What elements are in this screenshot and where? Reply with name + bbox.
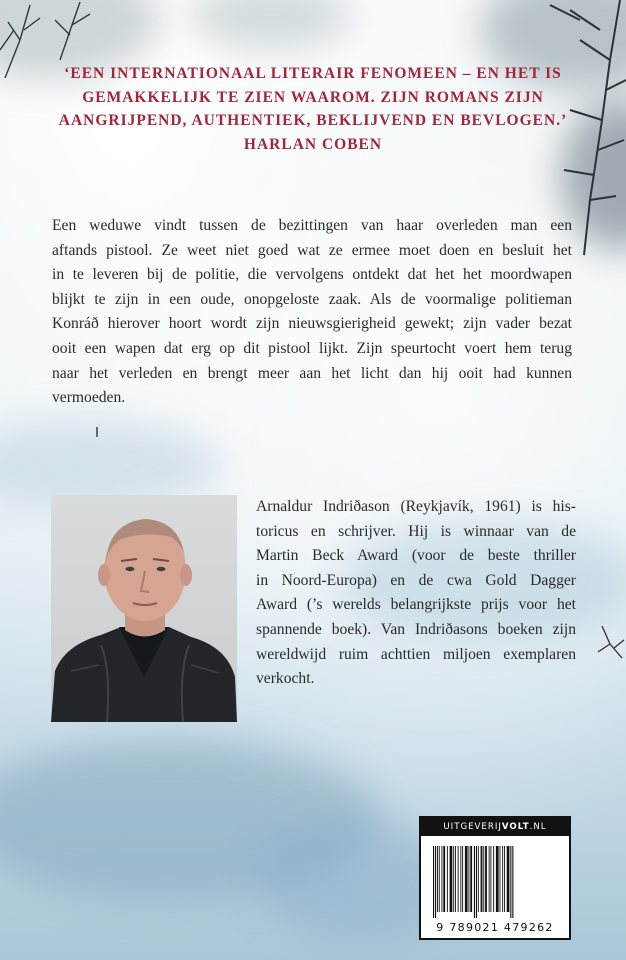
barcode-bar — [435, 846, 436, 918]
barcode-bar — [447, 846, 448, 912]
twig-small-icon — [94, 426, 100, 438]
bio-line: Award (’s werelds belangrijkste prijs voor het — [256, 596, 576, 614]
author-portrait-icon — [51, 495, 237, 722]
barcode-icon — [431, 846, 561, 918]
bio-line: wereldwijd ruim achttien miljoen exemplaren — [256, 645, 576, 663]
barcode-bar — [460, 846, 461, 912]
barcode-bar — [476, 846, 477, 918]
isbn-number: 9 789021 479262 — [436, 921, 554, 934]
publisher-brand: VOLT — [501, 822, 530, 832]
barcode-bar — [455, 846, 456, 912]
author-bio — [256, 495, 576, 692]
bio-line: Arnaldur Indriðason (Reykjavík, 1961) is his- — [256, 498, 576, 515]
blurb-line: naar het verleden en brengt meer aan het licht dan hij ooit had kunnen — [52, 364, 572, 382]
barcode-bar — [507, 846, 510, 912]
barcode-bar — [504, 846, 505, 912]
barcode-bar — [491, 846, 492, 912]
barcode-bar — [474, 846, 475, 918]
barcode-bar — [437, 846, 438, 912]
barcode-bar — [469, 846, 470, 912]
barcode-bar — [443, 846, 445, 912]
barcode-bar — [478, 846, 479, 912]
barcode-bar — [512, 846, 513, 918]
barcode-bar — [485, 846, 487, 912]
blurb-line: Een weduwe vindt tussen de bezittingen van haar overleden man een — [52, 217, 572, 234]
barcode-bar — [450, 846, 453, 912]
publisher-prefix: UITGEVERIJ — [443, 822, 502, 832]
blurb-line: vermoeden. — [52, 389, 126, 407]
barcode-bar — [439, 846, 440, 912]
quote-line: GEMAKKELIJK TE ZIEN WAAROM. ZIJN ROMANS ZIJN — [82, 88, 544, 106]
barcode-bar — [502, 846, 503, 912]
barcode-bar — [489, 846, 490, 912]
blurb-line: Konráð hierover hoort wordt zijn nieuwsgierigheid gewekt; zijn vader bezat — [52, 315, 572, 333]
bio-line: Martin Beck Award (voor de beste thriller — [256, 547, 576, 565]
barcode-bar — [462, 846, 463, 912]
barcode-bar — [483, 846, 484, 912]
barcode-bar — [481, 846, 483, 912]
bio-line: in Noord-Europa) en de cwa Gold Dagger — [256, 571, 576, 589]
twig-right-icon — [594, 622, 626, 662]
blurb-line: blijkt te zijn in een oude, onopgeloste zaak. Als de voormalige politieman — [52, 290, 572, 308]
barcode-bar — [470, 846, 472, 912]
blurb-line: in te leveren bij de politie, die vervolgens ontdekt dat het het moordwapen — [52, 266, 572, 284]
bio-line: toricus en schrijver. Hij is winnaar van de — [256, 522, 576, 540]
barcode-bar — [500, 846, 501, 912]
review-quote — [40, 62, 586, 156]
barcode-bar — [510, 846, 511, 918]
author-photo — [51, 495, 237, 722]
quote-attribution: HARLAN COBEN — [243, 135, 383, 153]
barcode-bar — [442, 846, 443, 912]
quote-line: AANGRIJPEND, AUTHENTIEK, BEKLIJVEND EN BEVLOGEN.’ — [58, 112, 568, 129]
barcode-bar — [493, 846, 494, 912]
book-blurb — [52, 214, 572, 411]
quote-line: ‘EEN INTERNATIONAAL LITERAIR FENOMEEN – EN HET IS — [64, 65, 562, 82]
publisher-banner — [421, 818, 569, 836]
barcode-box — [419, 816, 571, 940]
barcode-bar — [458, 846, 459, 912]
barcode-bar — [465, 846, 468, 912]
blurb-line: ooit een wapen dat erg op dit pistool lijkt. Zijn speurtocht voert hem terug — [52, 339, 572, 357]
barcode-bar — [496, 846, 499, 912]
bio-line: verkocht. — [256, 670, 315, 688]
barcode-bar — [433, 846, 434, 918]
ridge-shadow-top — [190, 0, 350, 50]
blurb-line: aftands pistool. Ze weet niet goed wat ze ermee moet doen en besluit het — [52, 241, 572, 259]
barcode-bar — [453, 846, 454, 912]
publisher-suffix: .NL — [529, 822, 547, 832]
bio-line: spannende boek). Van Indriðasons boeken zijn — [256, 620, 576, 638]
